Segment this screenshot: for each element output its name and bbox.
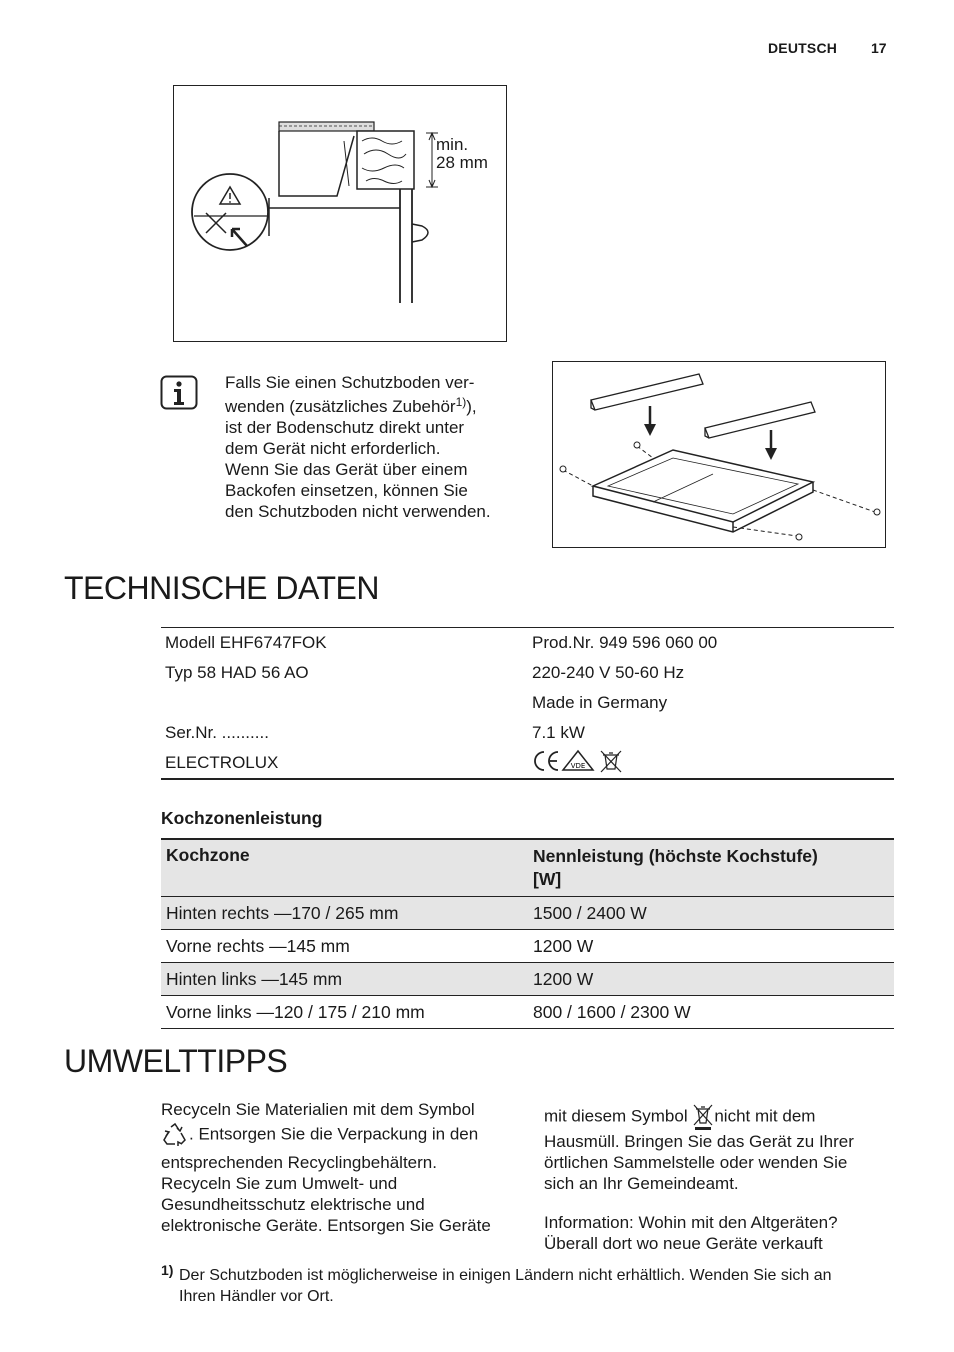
section-heading-technical-data: TECHNISCHE DATEN: [64, 570, 379, 606]
info-note-text: Falls Sie einen Schutzboden ver- wenden (zusätzliches Zubehör$^{1)}$), ist der Bodenschutz direkt unter dem Gerät nicht erforderlich. Wenn Sie das Gerät über einem Backofen einsetzen, können Sie den Schutzboden nicht verwenden.: [225, 373, 491, 521]
weee-bin-icon: [601, 751, 621, 772]
environment-text-left: Recyceln Sie Materialien mit dem Symbol . Entsorgen Sie die Verpackung in den entsprechenden Recyclingbehältern. Recyceln Sie zum Umwelt- und Gesundheitsschutz elektrische und elektronische Geräte. Entsorgen Sie Geräte: [161, 1100, 491, 1235]
table-header: [161, 840, 894, 897]
spec-row: [161, 628, 894, 658]
table-row: Hinten rechts —170 / 265 mm 1500 / 2400 W: [161, 897, 894, 930]
table-row: Hinten links —145 mm 1200 W: [161, 963, 894, 996]
section-heading-environment: UMWELTTIPPS: [64, 1043, 288, 1079]
footnote-text: Der Schutzboden ist möglicherweise in einigen Ländern nicht erhältlich. Wenden Sie sich an Ihren Händler vor Ort.: [179, 1267, 832, 1305]
info-icon: [160, 375, 198, 416]
column-header-zone: Kochzone: [166, 845, 250, 865]
specifications-table: [161, 627, 894, 780]
subheading-cooking-zone-power: Kochzonenleistung: [161, 808, 323, 828]
protective-base-drawing: [553, 362, 887, 549]
column-header-power: Nennleistung (höchste Kochstufe) [W]: [533, 846, 818, 889]
protective-base-figure: [552, 361, 886, 548]
spec-label: Typ 58 HAD 56 AO: [165, 663, 309, 682]
spec-row: [161, 748, 894, 778]
spec-label: ELECTROLUX: [165, 753, 279, 772]
cooking-zone-table: [161, 838, 894, 1029]
spec-label: Modell EHF6747FOK: [165, 633, 327, 652]
spec-label: Ser.Nr. ..........: [165, 723, 269, 742]
spec-row: [161, 718, 894, 748]
footnote-number: 1): [161, 1262, 174, 1278]
page-number: 17: [871, 40, 887, 56]
vde-mark-icon: [563, 751, 593, 770]
certification-marks: [532, 748, 894, 779]
table-row: Vorne rechts —145 mm 1200 W: [161, 930, 894, 963]
footnote-ref: 1): [455, 395, 467, 409]
installation-drawing: [174, 86, 508, 343]
spec-row: [161, 658, 894, 688]
environment-text-right: mit diesem Symbol nicht mit dem Hausmüll. Bringen Sie das Gerät zu Ihrer örtlichen Sammelstelle oder wenden Sie sich an Ihr Gemeindeamt. Information: Wohin mit den Altgeräten? Überall dort wo neue Geräte verkauft: [544, 1103, 904, 1254]
section-language: DEUTSCH: [768, 40, 838, 56]
weee-bin-icon: [692, 1103, 714, 1131]
spec-row: [161, 688, 894, 718]
spec-value: 220-240 V 50-60 Hz: [532, 663, 685, 682]
table-row: Vorne links —120 / 175 / 210 mm 800 / 1600 / 2300 W: [161, 996, 894, 1029]
ce-mark-icon: [535, 752, 558, 770]
dimension-label-line2: 28 mm: [436, 153, 488, 172]
installation-figure: [173, 85, 507, 342]
spec-value: Made in Germany: [532, 693, 668, 712]
recycling-icon: [161, 1122, 189, 1148]
spec-value: Prod.Nr. 949 596 060 00: [532, 633, 718, 652]
spec-value: 7.1 kW: [532, 723, 585, 742]
svg-text:VDE: VDE: [570, 761, 586, 770]
dimension-label-line1: min.: [436, 135, 469, 154]
